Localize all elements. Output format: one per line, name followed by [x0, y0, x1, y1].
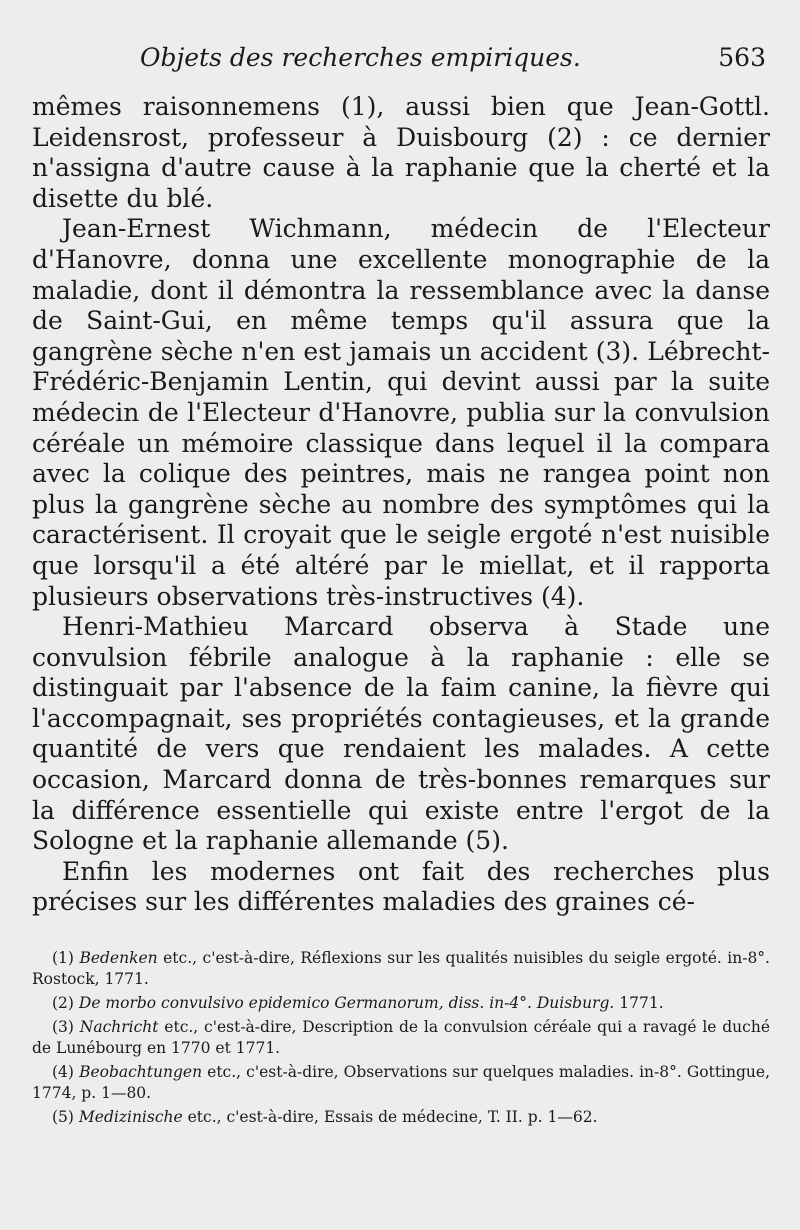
main-text — [32, 92, 770, 918]
footnote — [32, 948, 770, 990]
footnote-number: (4) — [52, 1063, 74, 1082]
footnote-number: (5) — [52, 1108, 74, 1127]
paragraph: Enfin les modernes ont fait des recherches plus précises sur les différentes maladies des graines cé- — [32, 856, 770, 917]
footnote-number: (2) — [52, 994, 74, 1013]
footnote-ref: Nachricht — [79, 1018, 159, 1037]
page-number: 563 — [718, 43, 766, 72]
footnote-number: (1) — [52, 949, 74, 968]
footnote-text: etc., c'est-à-dire, Réflexions sur les qualités nuisibles du seigle ergoté. in-8°. Rostock, 1771. — [32, 949, 770, 989]
paragraph: Henri-Mathieu Marcard observa à Stade une convulsion fébrile analogue à la raphanie : elle se distinguait par l'absence de la faim canine, la fièvre qui l'accompagnait, ses propriétés contagieuses, et la grande quantité de vers que rendaient les malades. A cette occasion, Marcard donna de très-bonnes remarques sur la différence essentielle qui existe entre l'ergot de la Sologne et la raphanie allemande (5). — [32, 612, 770, 856]
footnote-ref: Beobachtungen — [79, 1063, 203, 1082]
footnote — [32, 1017, 770, 1059]
footnote — [32, 993, 770, 1014]
footnote-number: (3) — [52, 1018, 74, 1037]
footnote-ref: Bedenken — [79, 949, 158, 968]
paragraph: mêmes raisonnemens (1), aussi bien que Jean-Gottl. Leidensrost, professeur à Duisbourg (2) : ce dernier n'assigna d'autre cause à la raphanie que la cherté et la disette du blé. — [32, 92, 770, 213]
running-head: Objets des recherches empiriques. — [140, 43, 581, 72]
footnote-text: etc., c'est-à-dire, Observations sur quelques maladies. in-8°. Gottingue, 1774, p. 1—80. — [32, 1063, 770, 1103]
page-header — [32, 42, 770, 92]
footnote-ref: Medizinische — [78, 1108, 183, 1127]
footnote — [32, 1062, 770, 1104]
footnote-text: etc., c'est-à-dire, Essais de médecine, T. II. p. 1—62. — [187, 1108, 598, 1127]
footnote-text: etc., c'est-à-dire, Description de la convulsion céréale qui a ravagé le duché de Lunébourg en 1770 et 1771. — [32, 1018, 771, 1058]
paragraph: Jean-Ernest Wichmann, médecin de l'Electeur d'Hanovre, donna une excellente monographie de la maladie, dont il démontra la ressemblance avec la danse de Saint-Gui, en même temps qu'il assura que la gangrène sèche n'en est jamais un accident (3). Lébrecht-Frédéric-Benjamin Lentin, qui devint aussi par la suite médecin de l'Electeur d'Hanovre, publia sur la convulsion céréale un mémoire classique dans lequel il la compara avec la colique des peintres, mais ne rangea point non plus la gangrène sèche au nombre des symptômes qui la caractérisent. Il croyait que le seigle ergoté n'est nuisible que lorsqu'il a été altéré par le miellat, et il rapporta plusieurs observations très-instructives (4). — [32, 214, 770, 611]
footnotes — [32, 948, 770, 1128]
footnote-text: 1771. — [619, 994, 664, 1013]
footnote — [32, 1107, 770, 1128]
footnote-ref: De morbo convulsivo epidemico Germanorum, diss. in-4°. Duisburg. — [78, 994, 615, 1013]
